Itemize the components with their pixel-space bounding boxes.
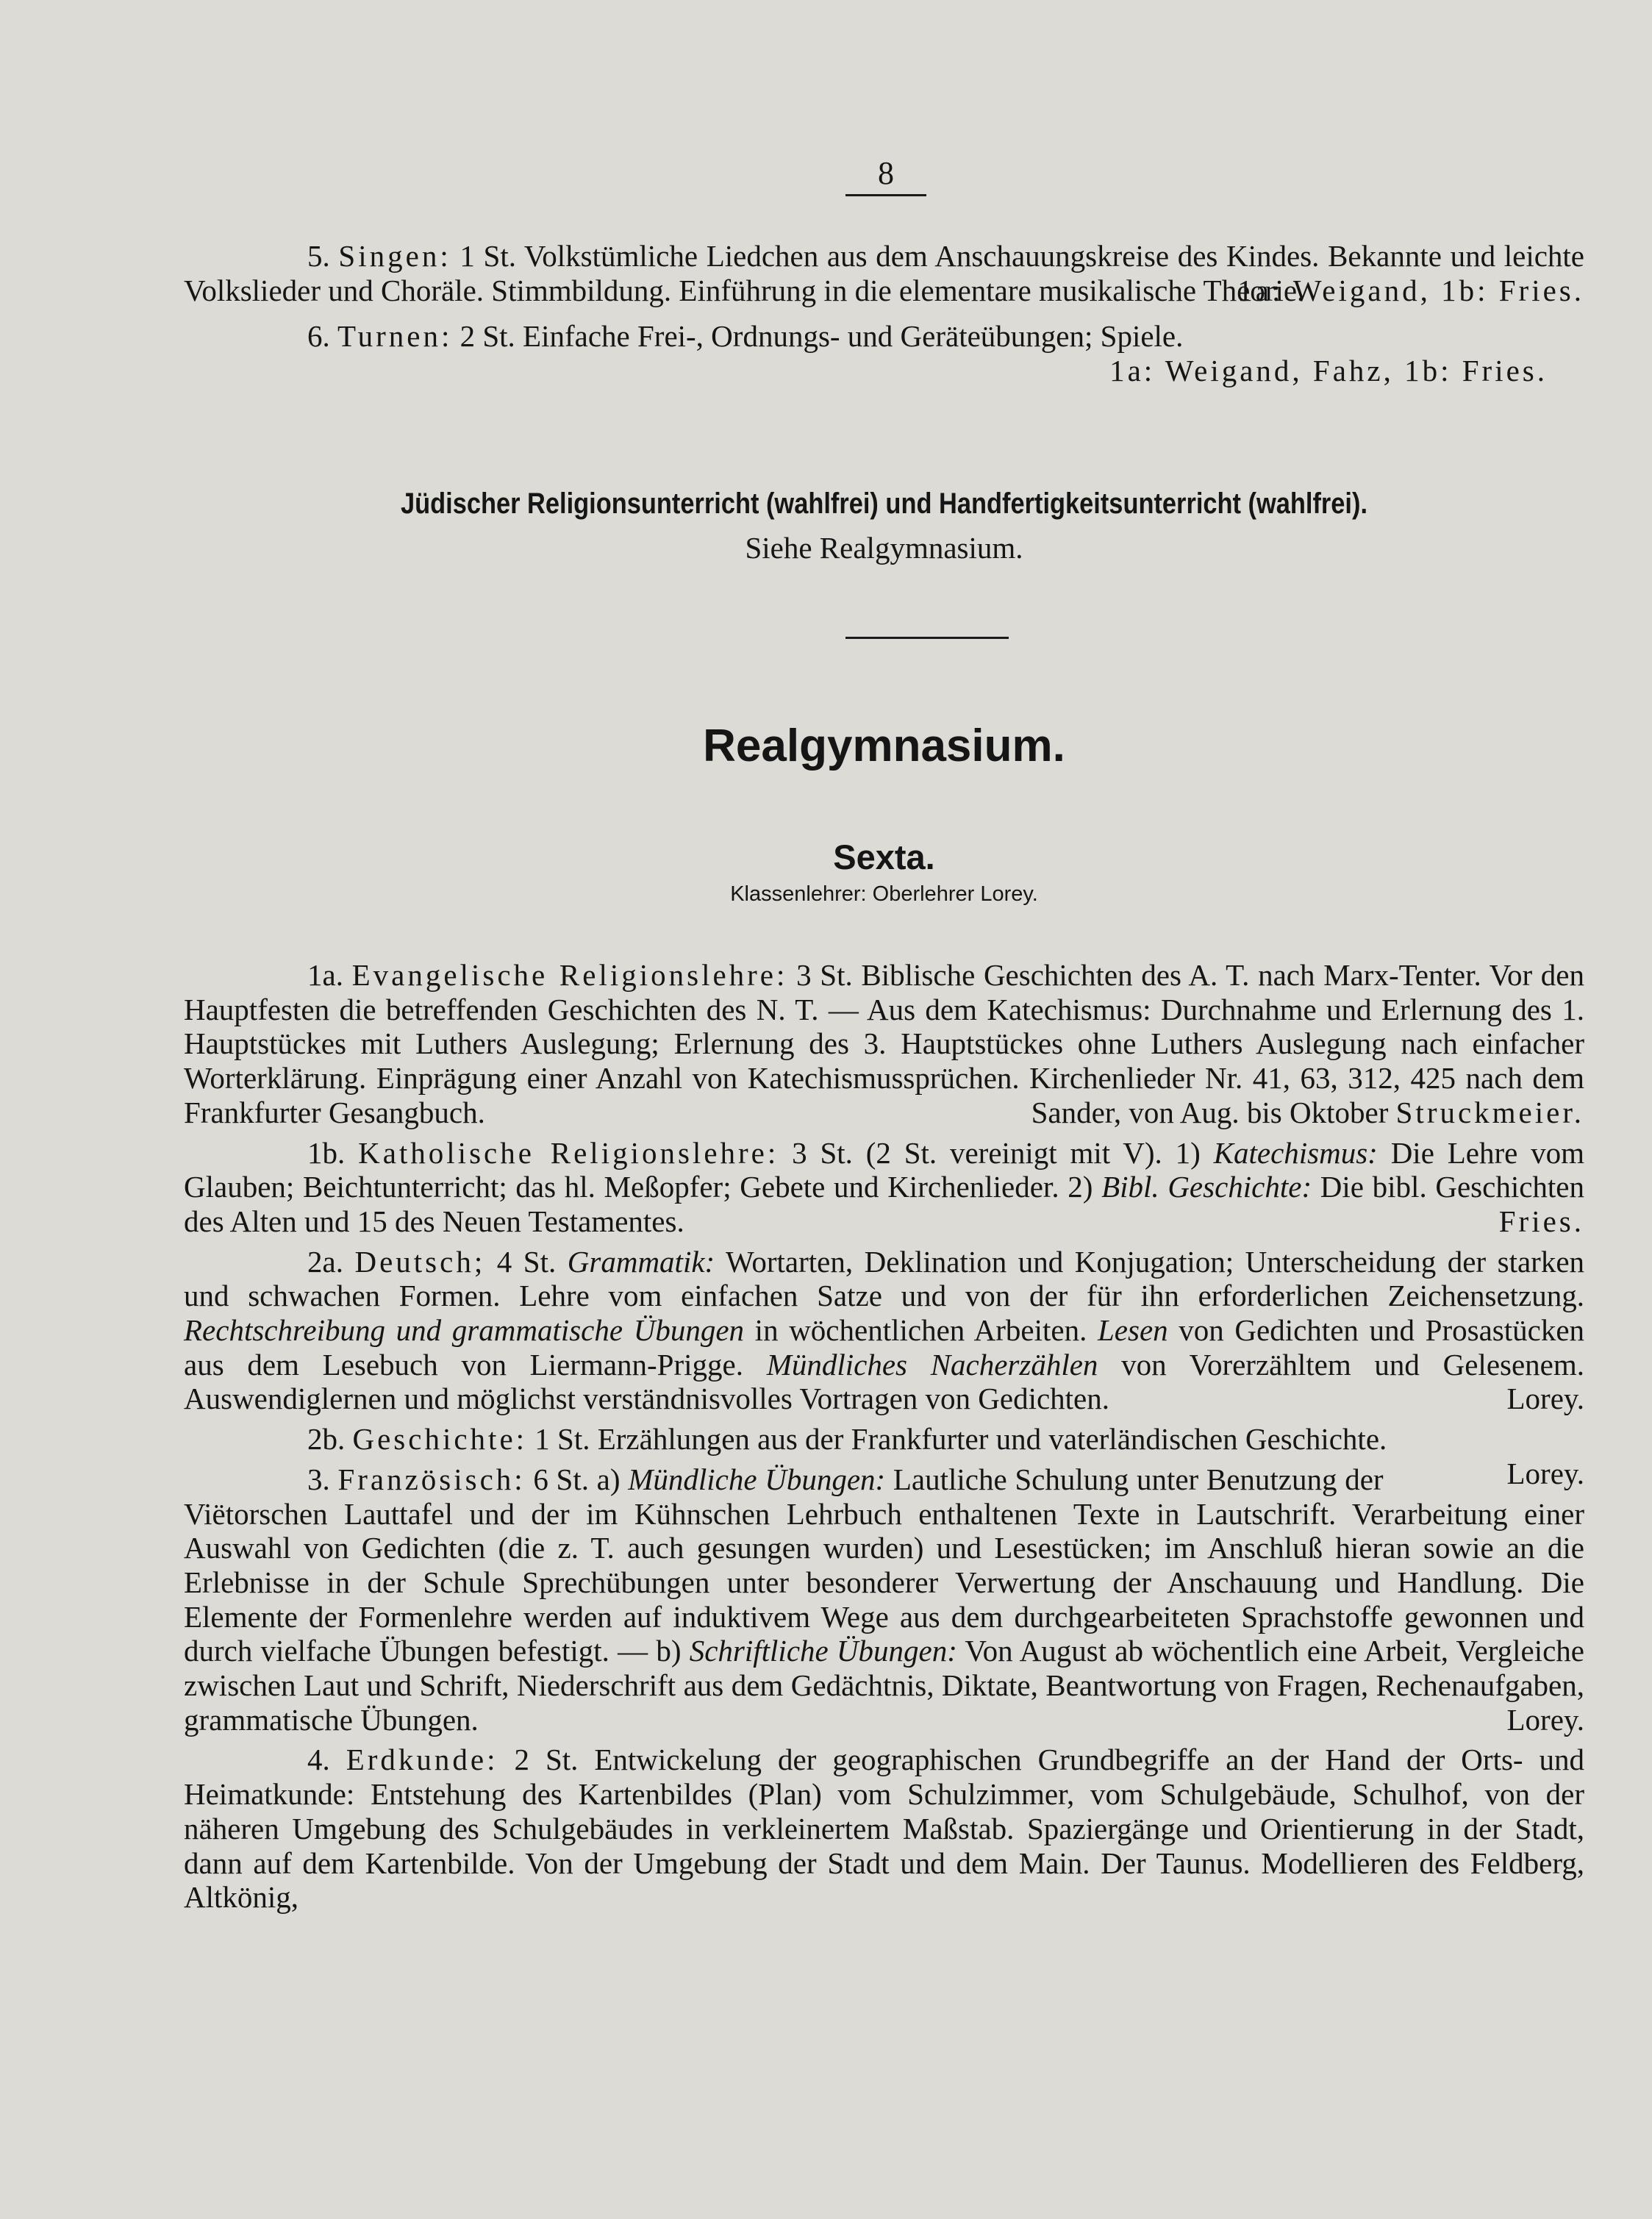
evang-subject: Evangelische Religionslehre: [351, 958, 788, 992]
turnen-teacher-line [184, 354, 1584, 388]
evang-number: 1a. [307, 958, 343, 992]
kath-body-2: Die Lehre vom Glauben; Beichtunterricht; das hl. Meßopfer; Gebete und Kirchenlieder. 2) [184, 1135, 1585, 1204]
deutsch-body-1: 4 St. [496, 1244, 557, 1279]
singen-subject: Singen: [338, 239, 451, 273]
kath-body-3: Die bibl. Geschichten des Alten und 15 des Neuen Testamentes. [184, 1170, 1585, 1238]
franz-subject: Französisch: [337, 1462, 526, 1496]
turnen-paragraph [184, 319, 1584, 354]
turnen-body: 2 St. Einfache Frei-, Ordnungs- und Geräteübungen; Spiele. [460, 319, 1184, 354]
deutsch-rechtschreibung-label: Rechtschreibung und grammatische Übungen [184, 1313, 745, 1348]
realgymnasium-block [184, 717, 1584, 776]
geschichte-number: 2b. [307, 1422, 346, 1457]
kath-teacher: Fries. [1498, 1204, 1584, 1238]
geschichte-body: 1 St. Erzählungen aus der Frankfurter und vaterländischen Geschichte. [534, 1422, 1387, 1457]
klassenlehrer-text: Klassenlehrer: Oberlehrer Lorey. [730, 882, 1038, 906]
evang-teacher-prefix: Sander, von Aug. bis Oktober [1031, 1095, 1389, 1129]
deutsch-teacher: Lorey. [1506, 1382, 1584, 1416]
kath-paragraph [184, 1136, 1584, 1239]
erdkunde-body: 2 St. Entwickelung der geographischen Grundbegriffe an der Hand der Orts- und Heimatkunde: Entstehung des Kartenbildes (Plan) vom Schulzimmer, vom Schulgebäude, Schulhof, von der näheren Umgebung des Schulgebäudes in verkleinertem Maßstab. Spaziergänge und Orientierung in der Stadt, dann auf dem Kartenbilde. Von der Umgebung der Stadt und dem Main. Der Taunus. Modellieren des Feldberg, Altkönig, [184, 1743, 1585, 1915]
deutsch-body-3: in wöchentlichen Arbeiten. [754, 1313, 1087, 1348]
franz-number: 3. [307, 1462, 330, 1496]
deutsch-subject: Deutsch; [354, 1244, 486, 1279]
franz-muendlich-label: Mündliche Übungen: [628, 1462, 886, 1496]
franz-body-3: Von August ab wöchentlich eine Arbeit, Vergleiche zwischen Laut und Schrift, Niederschrift aus dem Gedächtnis, Diktate, Beantwortung von Fragen, Rechenaufgaben, grammatische Übungen. [184, 1634, 1585, 1737]
deutsch-body-5: von Vorerzähltem und Gelesenem. Auswendiglernen und möglichst verständnisvolles Vortragen von Gedichten. [184, 1347, 1585, 1416]
singen-teacher: 1a: Weigand, 1b: Fries. [1237, 273, 1584, 307]
deutsch-body-2: Wortarten, Deklination und Konjugation; Unterscheidung der starken und schwachen Formen. Lehre vom einfachen Satze und von der für ihn erforderlichen Zeichensetzung. [184, 1244, 1585, 1313]
evang-body: 3 St. Biblische Geschichten des A. T. nach Marx-Tenter. Vor den Hauptfesten die betreffenden Geschichten des N. T. — Aus dem Katechismus: Durchnahme und Erlernung des 1. Hauptstückes mit Luthers Auslegung; Erlernung des 3. Hauptstückes ohne Luthers Auslegung nach einfacher Worterklärung. Einprägung einer Anzahl von Katechismussprüchen. Kirchenlieder Nr. 41, 63, 312, 425 nach dem Frankfurter Gesangbuch. [184, 958, 1585, 1129]
singen-number: 5. [307, 239, 330, 273]
turnen-teacher: 1a: Weigand, Fahz, 1b: Fries. [1109, 354, 1548, 388]
siehe-text: Siehe Realgymnasium. [745, 531, 1023, 565]
franz-body-2: Lautliche Schulung unter Benutzung der Viëtorschen Lauttafel und der im Kühnschen Lehrbuch enthaltenen Texte in Lautschrift. Verarbeitung einer Auswahl von Gedichten (die z. T. auch gesungen wurden) und Lesestücken; im Anschluß hieran sowie an die Erlebnisse in der Schule Sprechübungen unter besonderer Verwertung der Anschauung und Handlung. Die Elemente der Formenlehre werden auf induktivem Wege aus dem durchgearbeiteten Sprachstoffe gewonnen und durch vielfache Übungen befestigt. — b) [184, 1462, 1584, 1668]
kath-body-1: 3 St. (2 St. vereinigt mit V). 1) [792, 1135, 1201, 1170]
geschichte-teacher: Lorey. [1506, 1456, 1584, 1490]
evang-teacher-name: Struckmeier. [1395, 1095, 1584, 1129]
deutsch-nacherzaehlen-label: Mündliches Nacherzählen [766, 1347, 1098, 1382]
juedisch-heading: Jüdischer Religionsunterricht (wahlfrei) und Handfertigkeitsunterricht (wahlfrei). [400, 487, 1368, 520]
sections [184, 958, 1584, 1915]
deutsch-body-4: von Gedichten und Prosastücken aus dem Lesebuch von Liermann-Prigge. [184, 1313, 1585, 1382]
kath-bibl-label: Bibl. Geschichte: [1101, 1170, 1312, 1204]
sexta-title: Sexta. [833, 837, 935, 876]
franz-paragraph [184, 1462, 1584, 1737]
singen-body: 1 St. Volkstümliche Liedchen aus dem Anschauungskreise des Kindes. Bekannte und leichte Volkslieder und Choräle. Stimmbildung. Einführung in die elementare musikalische Theorie. [184, 239, 1585, 307]
deutsch-lesen-label: Lesen [1097, 1313, 1168, 1348]
kath-katechismus-label: Katechismus: [1213, 1135, 1378, 1170]
franz-teacher: Lorey. [1506, 1702, 1584, 1737]
kath-subject: Katholische Religionslehre: [358, 1135, 779, 1170]
juedisch-block [184, 485, 1584, 565]
page-number-rule [845, 194, 926, 196]
franz-schriftlich-label: Schriftliche Übungen: [689, 1634, 957, 1668]
turnen-number: 6. [307, 319, 330, 354]
erdkunde-number: 4. [307, 1743, 330, 1777]
deutsch-grammatik-label: Grammatik: [567, 1244, 715, 1279]
top-section [184, 239, 1584, 388]
erdkunde-subject: Erdkunde: [346, 1743, 498, 1777]
geschichte-subject: Geschichte: [352, 1422, 528, 1457]
franz-body-1: 6 St. a) [533, 1462, 621, 1496]
deutsch-paragraph [184, 1245, 1584, 1417]
page-number: 8 [878, 155, 894, 191]
erdkunde-paragraph [184, 1743, 1584, 1915]
turnen-subject: Turnen: [337, 319, 453, 354]
realgymnasium-title: Realgymnasium. [703, 721, 1065, 771]
divider-rule [845, 637, 1009, 639]
deutsch-number: 2a. [307, 1244, 343, 1279]
kath-number: 1b. [307, 1135, 346, 1170]
sexta-block [184, 835, 1584, 907]
